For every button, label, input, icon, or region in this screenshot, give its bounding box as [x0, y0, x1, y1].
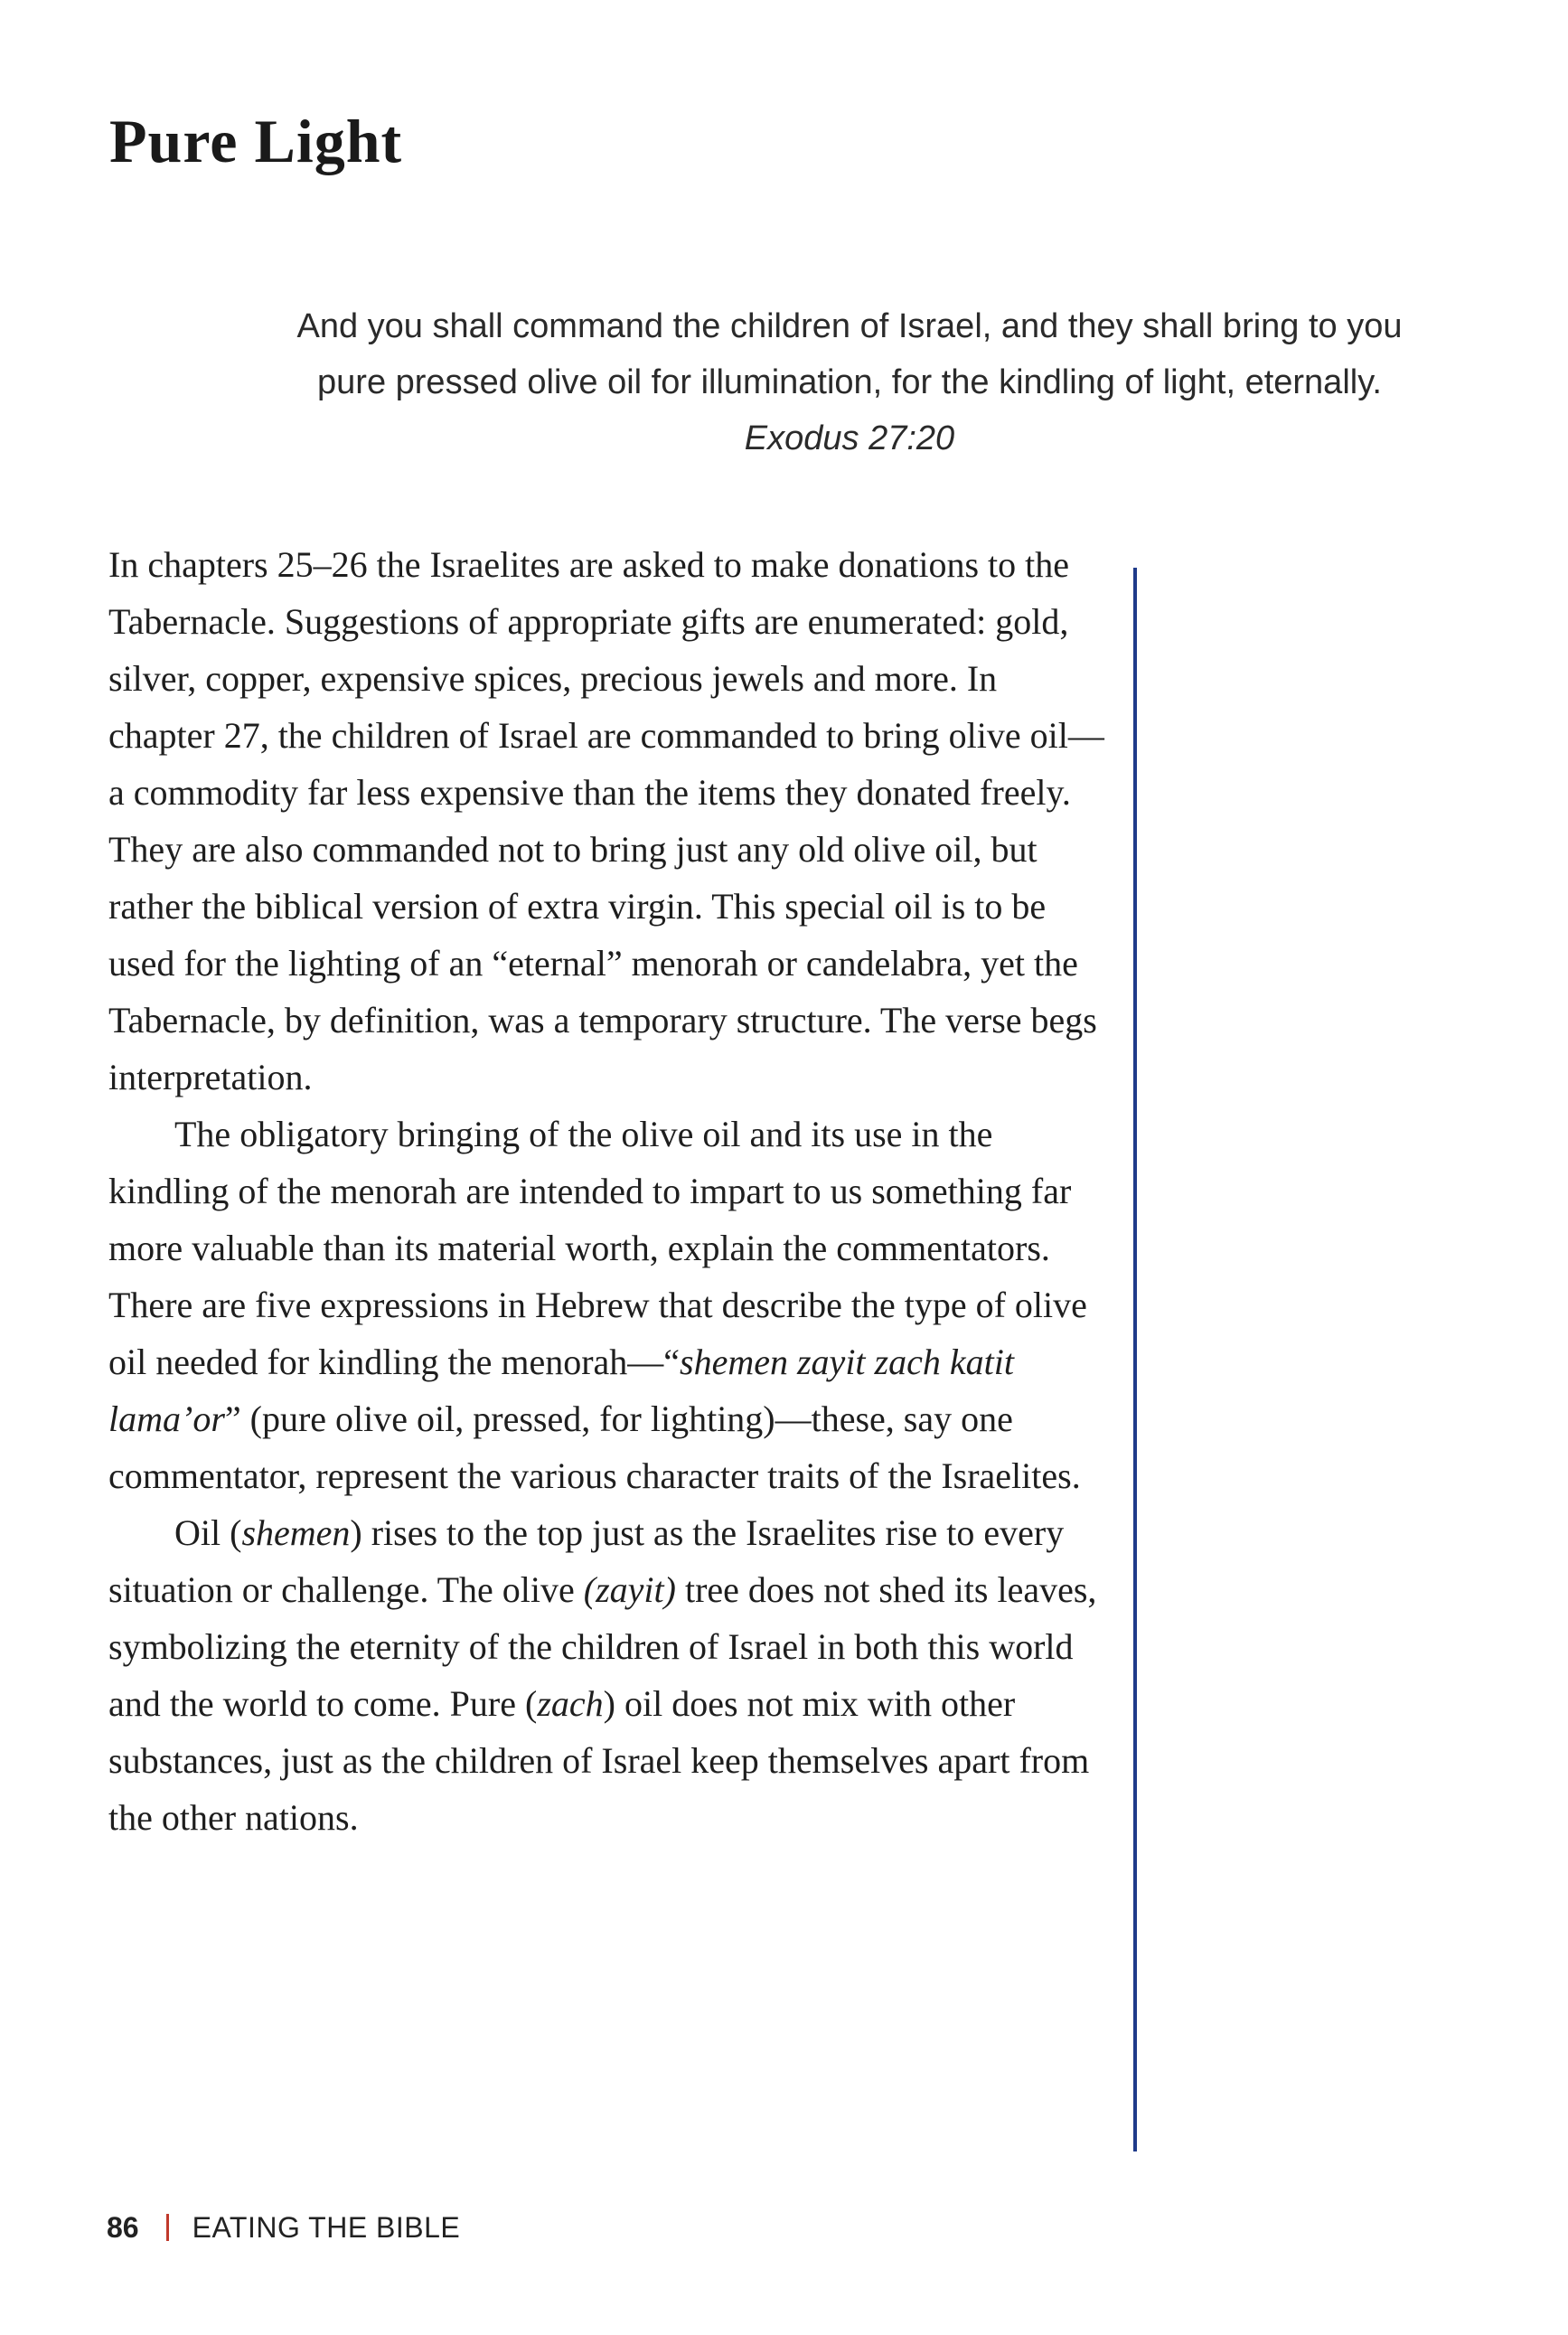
epigraph-line-1: And you shall command the children of Israel, and they shall bring to you — [296, 307, 1403, 345]
vertical-rule — [1133, 568, 1137, 2151]
paragraph-2-part-2: ” (pure olive oil, pressed, for lighting)—these, say one commentator, represent the various character traits of the Israelites. — [108, 1398, 1081, 1496]
term-zach: zach — [537, 1683, 604, 1724]
paragraph-3-part-3: tree does not shed its leaves, symbolizing the eternity of the children of Israel in both this world and the world to come. Pure ( — [108, 1569, 1097, 1724]
term-shemen: shemen — [241, 1512, 351, 1553]
epigraph-source: Exodus 27:20 — [744, 419, 955, 457]
term-zayit: (zayit) — [583, 1569, 676, 1610]
paragraph-1 — [108, 536, 1112, 1106]
paragraph-3-part-4: ) oil does not mix with other substances, just as the children of Israel keep themselves apart from the other nations. — [108, 1683, 1090, 1838]
page-number: 86 — [107, 2211, 139, 2244]
footer-divider — [166, 2214, 169, 2241]
epigraph — [262, 298, 1437, 466]
paragraph-3 — [108, 1504, 1112, 1846]
page-footer — [107, 2209, 460, 2246]
paragraph-3-part-1: Oil ( — [174, 1512, 242, 1553]
hebrew-phrase: shemen zayit zach katit lama’or — [108, 1342, 1014, 1439]
body-text — [108, 536, 1112, 1846]
chapter-title: Pure Light — [109, 107, 403, 175]
book-title: EATING THE BIBLE — [192, 2211, 461, 2244]
epigraph-line-2: pure pressed olive oil for illumination, for the kindling of light, eternally. — [317, 363, 1382, 401]
paragraph-2-part-1: The obligatory bringing of the olive oil and its use in the kindling of the menorah are intended to impart to us something far more valuable than its material worth, explain the commentators. There are five expressions in Hebrew that describe the type of olive oil needed for kindling the menorah—“ — [108, 1114, 1087, 1382]
paragraph-1-text: In chapters 25–26 the Israelites are asked to make donations to the Tabernacle. Suggestions of appropriate gifts are enumerated: gold, silver, copper, expensive spices, precious jewels and more. In chapter 27, the children of Israel are commanded to bring olive oil—a commodity far less expensive than the items they donated freely. They are also commanded not to bring just any old olive oil, but rather the biblical version of extra virgin. This special oil is to be used for the lighting of an “eternal” menorah or candelabra, yet the Tabernacle, by definition, was a temporary structure. The verse begs interpretation. — [108, 544, 1104, 1097]
paragraph-3-part-2: ) rises to the top just as the Israelites rise to every situation or challenge. The olive — [108, 1512, 1065, 1610]
paragraph-2 — [108, 1106, 1112, 1504]
